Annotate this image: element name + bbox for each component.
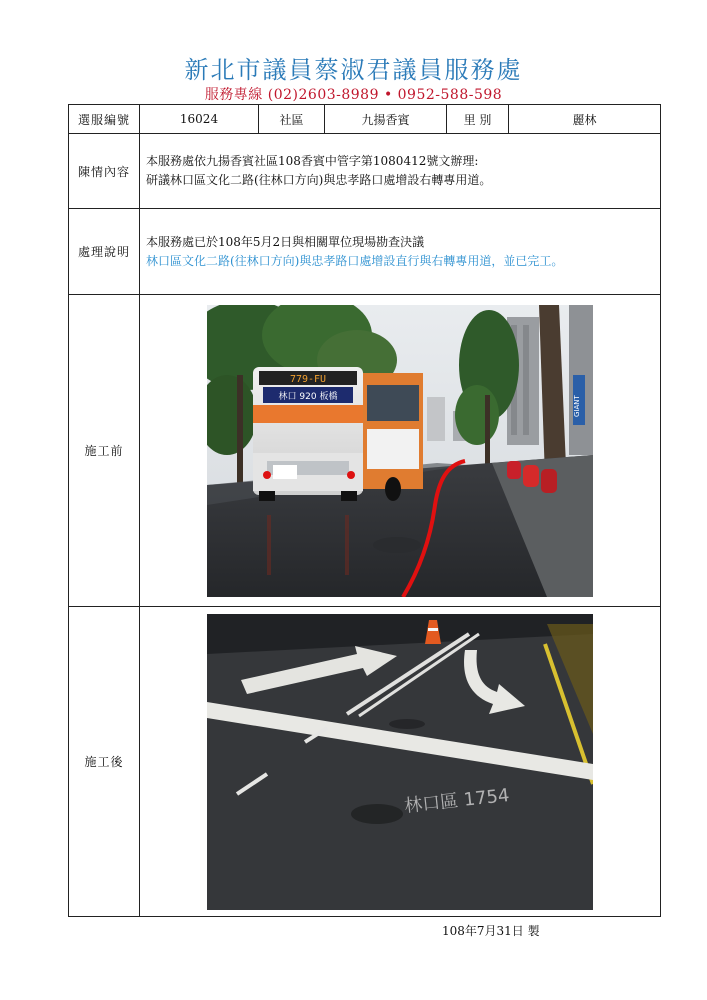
petition-content: [140, 134, 661, 209]
chalk-marking: 林口區 1754: [403, 784, 511, 817]
before-photo-cell: [140, 295, 661, 607]
bus-destination-sign: 林口 920 板橋: [278, 391, 338, 402]
community-value: 九揚香賓: [325, 105, 447, 134]
village-value: 麗林: [509, 105, 661, 134]
petition-line-2: 研議林口區文化二路(往林口方向)與忠孝路口處增設右轉專用道。: [146, 173, 492, 187]
petition-line-1: 本服務處依九揚香賓社區108香賓中管字第1080412號文辦理:: [146, 154, 479, 168]
service-hotline: 服務專線 (02)2603-8989 • 0952-588-598: [204, 87, 503, 103]
community-label: 社區: [259, 105, 325, 134]
page-title: 新北市議員蔡淑君議員服務處: [184, 56, 523, 84]
giant-store-sign: GIANT: [573, 394, 581, 417]
petition-form-table: [68, 104, 661, 917]
handling-content: [140, 209, 661, 295]
after-photo-cell: [140, 607, 661, 917]
case-number-value: 16024: [140, 105, 259, 134]
petition-label: 陳情內容: [69, 134, 140, 209]
case-number-label: 選服編號: [69, 105, 140, 134]
bus-plate-display: 779-FU: [289, 373, 327, 385]
handling-label: 處理說明: [69, 209, 140, 295]
after-label: 施工後: [69, 607, 140, 917]
handling-line-2: 林口區文化二路(往林口方向)與忠孝路口處增設直行與右轉專用道，並已完工。: [146, 253, 564, 268]
handling-line-1: 本服務處已於108年5月2日與相關單位現場勘查決議: [146, 234, 425, 249]
village-label: 里 別: [447, 105, 509, 134]
after-construction-photo: [207, 614, 593, 910]
production-date: 108年7月31日 製: [442, 924, 540, 938]
before-label: 施工前: [69, 295, 140, 607]
before-construction-photo: [207, 305, 593, 597]
